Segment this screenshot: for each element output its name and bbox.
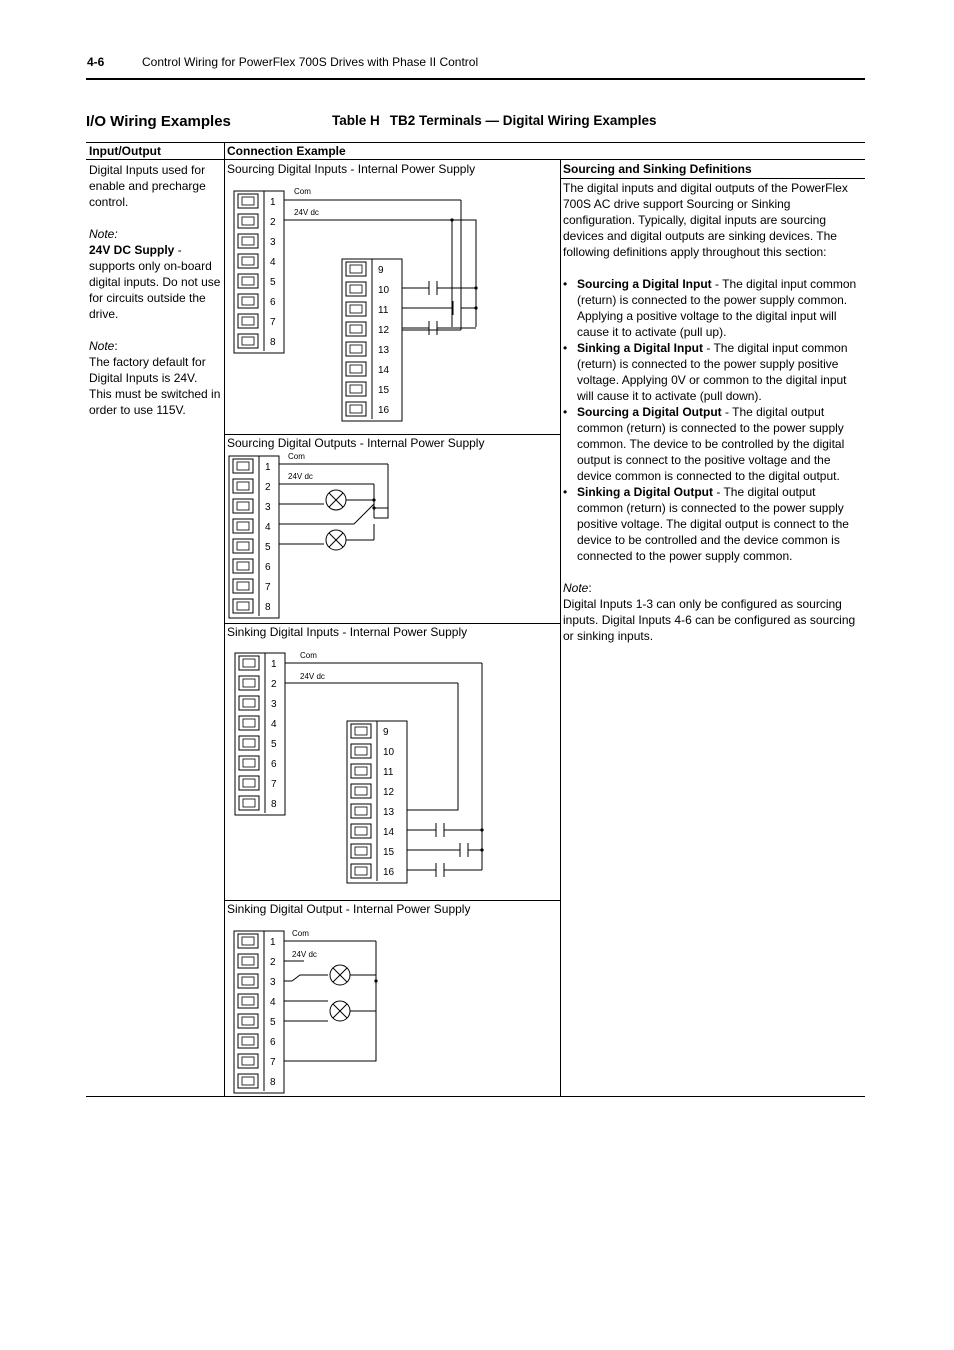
terminal-number: 2	[265, 482, 271, 493]
terminal-screw	[351, 844, 371, 858]
terminal-screw	[238, 1034, 258, 1048]
table-caption-text: TB2 Terminals — Digital Wiring Examples	[389, 113, 657, 128]
terminal-screw-inner	[355, 747, 367, 755]
terminal-screw-inner	[237, 582, 249, 590]
terminal-screw-inner	[355, 787, 367, 795]
terminal-number: 9	[383, 727, 389, 738]
terminal-screw	[346, 282, 366, 296]
terminal-screw	[346, 342, 366, 356]
terminal-number: 14	[378, 365, 390, 376]
terminal-number: 1	[271, 659, 277, 670]
terminal-screw	[238, 274, 258, 288]
com-label: Com	[292, 929, 309, 938]
table-caption	[332, 113, 656, 128]
definition-text: The digital input common (return) is connected to the power supply common. Applying a positive voltage to the digital input will cause it to activate (pull up).	[577, 277, 857, 339]
note2-label: Note	[89, 339, 115, 353]
terminal-screw-inner	[350, 285, 362, 293]
terminal-screw-inner	[242, 957, 254, 965]
terminal-screw-inner	[242, 997, 254, 1005]
terminal-screw	[351, 784, 371, 798]
definition-text: The digital input common (return) is connected to the power supply positive voltage. Applying 0V or common to the digital input will cause it to activate (pull down).	[577, 341, 848, 403]
wire	[452, 220, 476, 327]
terminal-screw-inner	[243, 719, 255, 727]
terminal-number: 12	[378, 325, 390, 336]
terminal-number: 13	[378, 345, 390, 356]
col-header-connection-example: Connection Example	[227, 144, 346, 158]
definitions-cell: The digital inputs and digital outputs of the PowerFlex 700S AC drive support Sourcing or Sinking configuration. Typically, digital inputs are sourcing devices and digital outputs are sinking devices. The following definitions apply throughout this section: • Sourcing a Digital Input - The digital input common (return) is connected to the power supply common. Applying a positive voltage to the digital input will cause it to activate (pull up). • Sinking a Digital Input - The digital input common (return) is connected to the power supply positive voltage. Applying 0V or common to the digital input will cause it to activate (pull down). • Sourcing a Digital Output - The digital output common (return) is connected to the power supply common. The device to be controlled by the digital output is connect to the positive voltage and the device common is connected to the digital output. • Sinking a Digital Output - The digital output common (return) is connected to the power supply positive voltage. The digital output is connect to the device to be controlled and the device common is connected to the power supply common. Note: Digital Inputs 1-3 can only be configured as sourcing inputs. Digital Inputs 4-6 can be configured as sourcing or sinking inputs.	[563, 180, 863, 644]
terminal-screw-inner	[355, 807, 367, 815]
junction-dot	[474, 306, 477, 309]
page-number: 4-6	[87, 55, 105, 69]
terminal-screw	[238, 1054, 258, 1068]
terminal-screw	[346, 402, 366, 416]
section-title: I/O Wiring Examples	[86, 113, 231, 130]
terminal-screw	[346, 322, 366, 336]
junction-dot	[372, 498, 375, 501]
terminal-screw-inner	[350, 305, 362, 313]
terminal-screw-inner	[243, 679, 255, 687]
terminal-number: 8	[271, 799, 277, 810]
terminal-number: 7	[270, 1057, 276, 1068]
terminal-screw-inner	[243, 759, 255, 767]
terminal-screw-inner	[237, 542, 249, 550]
wire	[374, 464, 388, 518]
terminal-screw	[346, 362, 366, 376]
definitions-list	[563, 276, 863, 564]
terminal-screw	[233, 559, 253, 573]
definitions-note-text: Digital Inputs 1-3 can only be configured as sourcing inputs. Digital Inputs 4-6 can be configured as sourcing or sinking inputs.	[563, 597, 856, 643]
terminal-screw-inner	[242, 317, 254, 325]
terminal-screw	[238, 1074, 258, 1088]
terminal-number: 11	[383, 767, 394, 778]
terminal-screw	[238, 1014, 258, 1028]
terminal-screw-inner	[242, 277, 254, 285]
terminal-screw-inner	[350, 365, 362, 373]
terminal-screw	[351, 744, 371, 758]
terminal-screw-inner	[242, 217, 254, 225]
terminal-screw	[239, 676, 259, 690]
terminal-screw	[238, 954, 258, 968]
terminal-screw-inner	[237, 462, 249, 470]
terminal-screw-inner	[242, 937, 254, 945]
terminal-number: 5	[270, 277, 276, 288]
terminal-number: 14	[383, 827, 395, 838]
terminal-screw-inner	[243, 659, 255, 667]
v24-label: 24V dc	[294, 208, 319, 217]
terminal-block-1-8	[229, 456, 279, 618]
terminal-number: 12	[383, 787, 395, 798]
definitions-header-rule	[560, 178, 865, 179]
terminal-number: 8	[270, 337, 276, 348]
terminal-number: 16	[383, 867, 395, 878]
note1-text: supports only on-board digital inputs. Do not use for circuits outside the drive.	[89, 259, 221, 321]
terminal-screw	[239, 756, 259, 770]
input-output-description: Digital Inputs used for enable and precharge control.	[89, 163, 206, 209]
terminal-screw	[233, 459, 253, 473]
terminal-screw-inner	[242, 337, 254, 345]
definition-term: Sinking a Digital Input	[577, 341, 703, 355]
terminal-screw-inner	[242, 1077, 254, 1085]
terminal-screw-inner	[242, 297, 254, 305]
junction-dot	[374, 979, 377, 982]
terminal-screw	[238, 994, 258, 1008]
terminal-screw	[239, 716, 259, 730]
definition-term: Sourcing a Digital Input	[577, 277, 712, 291]
definition-item: • Sourcing a Digital Input - The digital input common (return) is connected to the power supply common. Applying a positive voltage to the digital input will cause it to activate (pull up).	[563, 277, 857, 339]
terminal-number: 1	[270, 937, 276, 948]
terminal-number: 4	[270, 257, 276, 268]
terminal-screw	[346, 262, 366, 276]
terminal-number: 7	[271, 779, 277, 790]
terminal-number: 9	[378, 265, 384, 276]
terminal-screw-inner	[350, 405, 362, 413]
terminal-screw	[239, 696, 259, 710]
terminal-screw-inner	[242, 257, 254, 265]
terminal-screw	[238, 214, 258, 228]
terminal-screw-inner	[350, 265, 362, 273]
com-label: Com	[288, 452, 305, 461]
terminal-number: 1	[265, 462, 271, 473]
definition-text: The digital output common (return) is connected to the power supply positive voltage. The digital output is connect to the device to be controlled and the device common is connected to the power supply common.	[577, 485, 849, 563]
col-divider-2	[560, 159, 561, 1096]
terminal-number: 1	[270, 197, 276, 208]
terminal-number: 4	[270, 997, 276, 1008]
terminal-screw	[351, 724, 371, 738]
table-top-rule	[86, 142, 865, 143]
terminal-screw-inner	[237, 562, 249, 570]
terminal-screw	[346, 302, 366, 316]
note2-text: The factory default for Digital Inputs is 24V. This must be switched in order to use 115V.	[89, 355, 221, 417]
terminal-screw	[238, 294, 258, 308]
terminal-screw-inner	[355, 827, 367, 835]
v24-label: 24V dc	[292, 950, 317, 959]
terminal-screw-inner	[242, 1037, 254, 1045]
note1-label: Note:	[89, 227, 118, 241]
terminal-number: 15	[383, 847, 395, 858]
wire	[292, 975, 328, 981]
terminal-screw-inner	[237, 602, 249, 610]
terminal-screw-inner	[355, 727, 367, 735]
terminal-screw-inner	[243, 779, 255, 787]
terminal-screw-inner	[243, 699, 255, 707]
table-bottom-rule	[86, 1096, 865, 1097]
terminal-number: 6	[270, 297, 276, 308]
terminal-screw	[351, 804, 371, 818]
terminal-screw	[238, 334, 258, 348]
col-header-definitions: Sourcing and Sinking Definitions	[563, 162, 752, 176]
table-caption-label: Table H	[332, 113, 380, 128]
terminal-screw-inner	[350, 385, 362, 393]
terminal-number: 6	[265, 562, 271, 573]
terminal-screw-inner	[237, 502, 249, 510]
diagram-title-sinking-inputs: Sinking Digital Inputs - Internal Power Supply	[227, 625, 468, 639]
definition-term: Sinking a Digital Output	[577, 485, 713, 499]
terminal-number: 10	[378, 285, 390, 296]
terminal-number: 8	[265, 602, 271, 613]
terminal-number: 3	[270, 977, 276, 988]
terminal-screw	[238, 254, 258, 268]
terminal-number: 3	[270, 237, 276, 248]
junction-dot	[474, 286, 477, 289]
terminal-number: 13	[383, 807, 395, 818]
terminal-screw-inner	[242, 237, 254, 245]
wire	[407, 683, 458, 810]
terminal-screw-inner	[237, 522, 249, 530]
terminal-number: 5	[271, 739, 277, 750]
terminal-screw-inner	[243, 799, 255, 807]
note1-bold: 24V DC Supply	[89, 243, 175, 257]
terminal-screw-inner	[355, 867, 367, 875]
terminal-screw	[238, 314, 258, 328]
diagram-title-sourcing-outputs: Sourcing Digital Outputs - Internal Power Supply	[227, 436, 485, 450]
terminal-screw-inner	[242, 197, 254, 205]
terminal-screw-inner	[242, 1017, 254, 1025]
terminal-screw	[233, 499, 253, 513]
wire	[354, 504, 374, 524]
terminal-number: 15	[378, 385, 390, 396]
terminal-screw	[238, 934, 258, 948]
definitions-note-label: Note	[563, 581, 589, 595]
definition-item: • Sinking a Digital Input - The digital input common (return) is connected to the power supply positive voltage. Applying 0V or common to the digital input will cause it to activate (pull down).	[563, 341, 848, 403]
definition-text: The digital output common (return) is connected to the power supply common. The device to be controlled by the digital output is connect to the positive voltage and the device common is connected to the digital output.	[577, 405, 845, 483]
terminal-screw	[238, 974, 258, 988]
terminal-block-1-8	[235, 653, 285, 815]
terminal-screw	[351, 864, 371, 878]
terminal-number: 6	[270, 1037, 276, 1048]
terminal-number: 8	[270, 1077, 276, 1088]
terminal-number: 10	[383, 747, 395, 758]
definition-term: Sourcing a Digital Output	[577, 405, 722, 419]
terminal-screw	[233, 479, 253, 493]
diagram-title-sourcing-inputs: Sourcing Digital Inputs - Internal Power Supply	[227, 162, 476, 176]
terminal-screw	[238, 194, 258, 208]
terminal-number: 2	[270, 217, 276, 228]
terminal-screw	[233, 599, 253, 613]
terminal-screw-inner	[355, 847, 367, 855]
wiring-diagrams	[224, 160, 560, 1096]
terminal-number: 5	[265, 542, 271, 553]
terminal-screw	[351, 824, 371, 838]
terminal-number: 7	[270, 317, 276, 328]
v24-label: 24V dc	[288, 472, 313, 481]
terminal-screw	[233, 519, 253, 533]
terminal-screw-inner	[355, 767, 367, 775]
terminal-number: 2	[270, 957, 276, 968]
terminal-number: 4	[265, 522, 271, 533]
terminal-screw-inner	[242, 1057, 254, 1065]
input-output-cell: Digital Inputs used for enable and precharge control. Note: 24V DC Supply - supports only on-board digital inputs. Do not use for circuits outside the drive. Note: The factory default for Digital Inputs is 24V. This must be switched in order to use 115V.	[89, 163, 221, 417]
definition-item: • Sinking a Digital Output - The digital output common (return) is connected to the power supply positive voltage. The digital output is connect to the device to be controlled and the device common is connected to the power supply common.	[563, 485, 849, 563]
terminal-number: 11	[378, 305, 389, 316]
terminal-screw	[239, 656, 259, 670]
terminal-screw-inner	[243, 739, 255, 747]
terminal-number: 3	[265, 502, 271, 513]
terminal-screw-inner	[350, 325, 362, 333]
terminal-screw	[239, 776, 259, 790]
terminal-number: 4	[271, 719, 277, 730]
terminal-block-1-8	[234, 191, 284, 353]
terminal-screw	[238, 234, 258, 248]
terminal-screw-inner	[237, 482, 249, 490]
terminal-number: 16	[378, 405, 390, 416]
terminal-screw-inner	[350, 345, 362, 353]
com-label: Com	[294, 187, 311, 196]
terminal-number: 5	[270, 1017, 276, 1028]
col-header-input-output: Input/Output	[89, 144, 161, 158]
terminal-screw	[239, 736, 259, 750]
com-label: Com	[300, 651, 317, 660]
terminal-block-1-8	[234, 931, 284, 1093]
v24-label: 24V dc	[300, 672, 325, 681]
diagram-title-sinking-output: Sinking Digital Output - Internal Power Supply	[227, 902, 471, 916]
terminal-screw	[351, 764, 371, 778]
terminal-screw	[239, 796, 259, 810]
terminal-screw-inner	[242, 977, 254, 985]
terminal-number: 2	[271, 679, 277, 690]
terminal-screw	[233, 579, 253, 593]
definition-item: • Sourcing a Digital Output - The digital output common (return) is connected to the power supply common. The device to be controlled by the digital output is connect to the positive voltage and the device common is connected to the digital output.	[563, 405, 845, 483]
terminal-number: 7	[265, 582, 271, 593]
definitions-intro: The digital inputs and digital outputs of the PowerFlex 700S AC drive support Sourcing or Sinking configuration. Typically, digital inputs are sourcing devices and digital outputs are sinking devices. The following definitions apply throughout this section:	[563, 181, 848, 259]
running-header-title: Control Wiring for PowerFlex 700S Drives with Phase II Control	[142, 55, 479, 69]
terminal-screw	[233, 539, 253, 553]
terminal-number: 6	[271, 759, 277, 770]
header-rule	[86, 78, 865, 80]
terminal-screw	[346, 382, 366, 396]
terminal-number: 3	[271, 699, 277, 710]
